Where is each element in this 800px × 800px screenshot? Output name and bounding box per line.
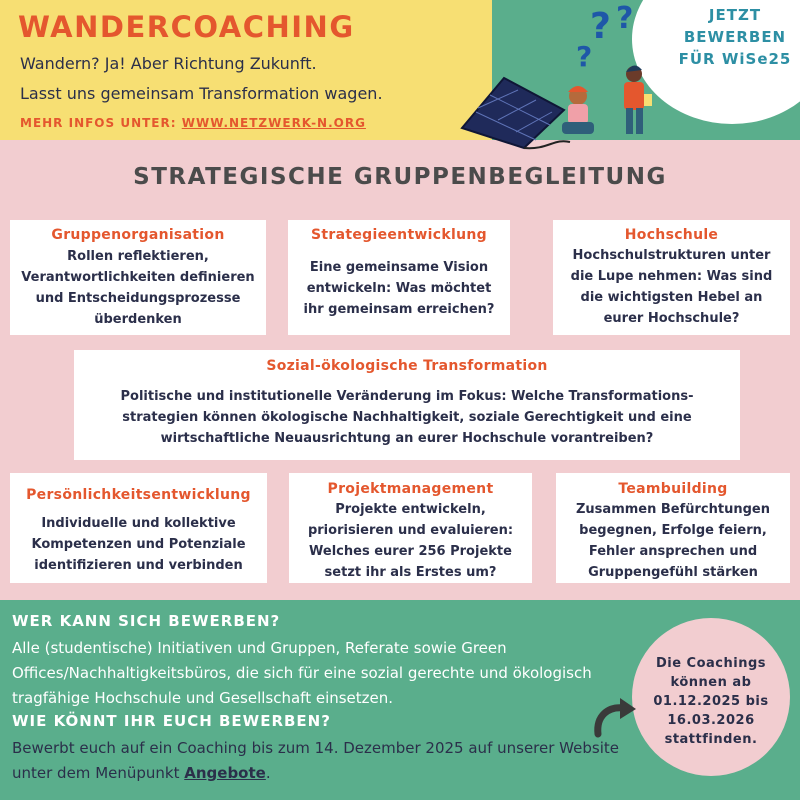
card-text: Zusammen Befürchtungen begegnen, Erfolge feiern, Fehler ansprechen und Gruppengefühl stärken <box>576 502 770 580</box>
card-text: Hochschulstrukturen unter die Lupe nehmen: Was sind die wichtigsten Hebel an eurer Hochschule? <box>570 248 773 326</box>
hikers-illustration <box>458 0 688 150</box>
subtitle-line2: Lasst uns gemeinsam Transformation wagen. <box>20 84 383 103</box>
answer-who: Alle (studentische) Initiativen und Gruppen, Referate sowie Green Offices/Nachhaltigkeitsbüros, die sich für eine sozial gerechte und ökologisch tragfähige Hochschule und Gesellschaft einsetzen. <box>12 639 592 707</box>
card-text: Rollen reflektieren, Verantwortlichkeiten definieren und Entscheidungsprozesse überdenken <box>21 249 255 327</box>
section-title: STRATEGISCHE GRUPPENBEGLEITUNG <box>133 164 667 190</box>
info-line <box>20 116 366 130</box>
date-line2: können ab <box>670 675 752 690</box>
card-transformation <box>74 350 740 460</box>
question-marks-icon <box>576 1 633 73</box>
answer-how-text: Bewerbt euch auf ein Coaching bis zum 14. Dezember 2025 auf unserer Website unter dem Menüpunkt <box>12 739 619 782</box>
card-hochschule <box>553 220 790 335</box>
card-text: Politische und institutionelle Veränderung im Fokus: Welche Transformations-strategien können ökologische Nachhaltigkeit, soziale Gerechtigkeit und eine wirtschaftliche Neuausrichtung an eurer Hochschule vorantreiben? <box>120 389 694 446</box>
date-line1: Die Coachings <box>655 656 767 671</box>
card-projektmanagement <box>289 473 532 583</box>
card-title: Gruppenorganisation <box>51 227 225 243</box>
apply-line3: FÜR WiSe25 <box>678 50 792 68</box>
svg-text:?: ? <box>590 6 611 47</box>
card-title: Persönlichkeitsentwicklung <box>26 487 251 503</box>
card-title: Sozial-ökologische Transformation <box>266 358 548 374</box>
card-gruppenorganisation <box>10 220 266 335</box>
card-title: Hochschule <box>624 227 719 243</box>
card-text: Eine gemeinsame Vision entwickeln: Was möchtet ihr gemeinsam erreichen? <box>303 260 495 317</box>
answer-how <box>12 736 622 786</box>
question-how: WIE KÖNNT IHR EUCH BEWERBEN? <box>12 712 331 730</box>
card-title: Projektmanagement <box>327 481 494 497</box>
info-prefix: MEHR INFOS UNTER: <box>20 116 182 130</box>
person-standing-illustration <box>624 65 652 134</box>
person-kneeling-illustration <box>562 86 594 134</box>
date-line5: stattfinden. <box>664 732 758 747</box>
card-title: Strategieentwicklung <box>311 227 487 243</box>
apply-line1: JETZT <box>708 6 762 24</box>
svg-text:?: ? <box>576 40 593 73</box>
date-line3: 01.12.2025 bis <box>653 694 769 709</box>
answer-how-end: . <box>265 764 271 782</box>
subtitle-line1: Wandern? Ja! Aber Richtung Zukunft. <box>20 54 317 73</box>
card-strategieentwicklung <box>288 220 510 335</box>
card-teambuilding <box>556 473 790 583</box>
solar-panel-illustration <box>462 78 570 148</box>
curved-arrow-icon <box>588 694 638 738</box>
date-line4: 16.03.2026 <box>667 713 755 728</box>
svg-text:?: ? <box>616 1 634 36</box>
website-link[interactable]: WWW.NETZWERK-N.ORG <box>181 116 366 130</box>
apply-line2: BEWERBEN <box>683 28 787 46</box>
page-title: WANDERCOACHING <box>18 10 355 44</box>
card-title: Teambuilding <box>618 481 728 497</box>
card-persoenlichkeitsentwicklung <box>10 473 267 583</box>
angebote-link[interactable]: Angebote <box>184 764 266 782</box>
card-text: Individuelle und kollektive Kompetenzen und Potenziale identifizieren und verbinden <box>31 516 246 573</box>
apply-badge[interactable] <box>670 4 800 70</box>
card-text: Projekte entwickeln, priorisieren und evaluieren: Welches eurer 256 Projekte setzt ihr als Erstes um? <box>307 502 514 580</box>
date-badge <box>640 654 782 749</box>
question-who: WER KANN SICH BEWERBEN? <box>12 612 281 630</box>
